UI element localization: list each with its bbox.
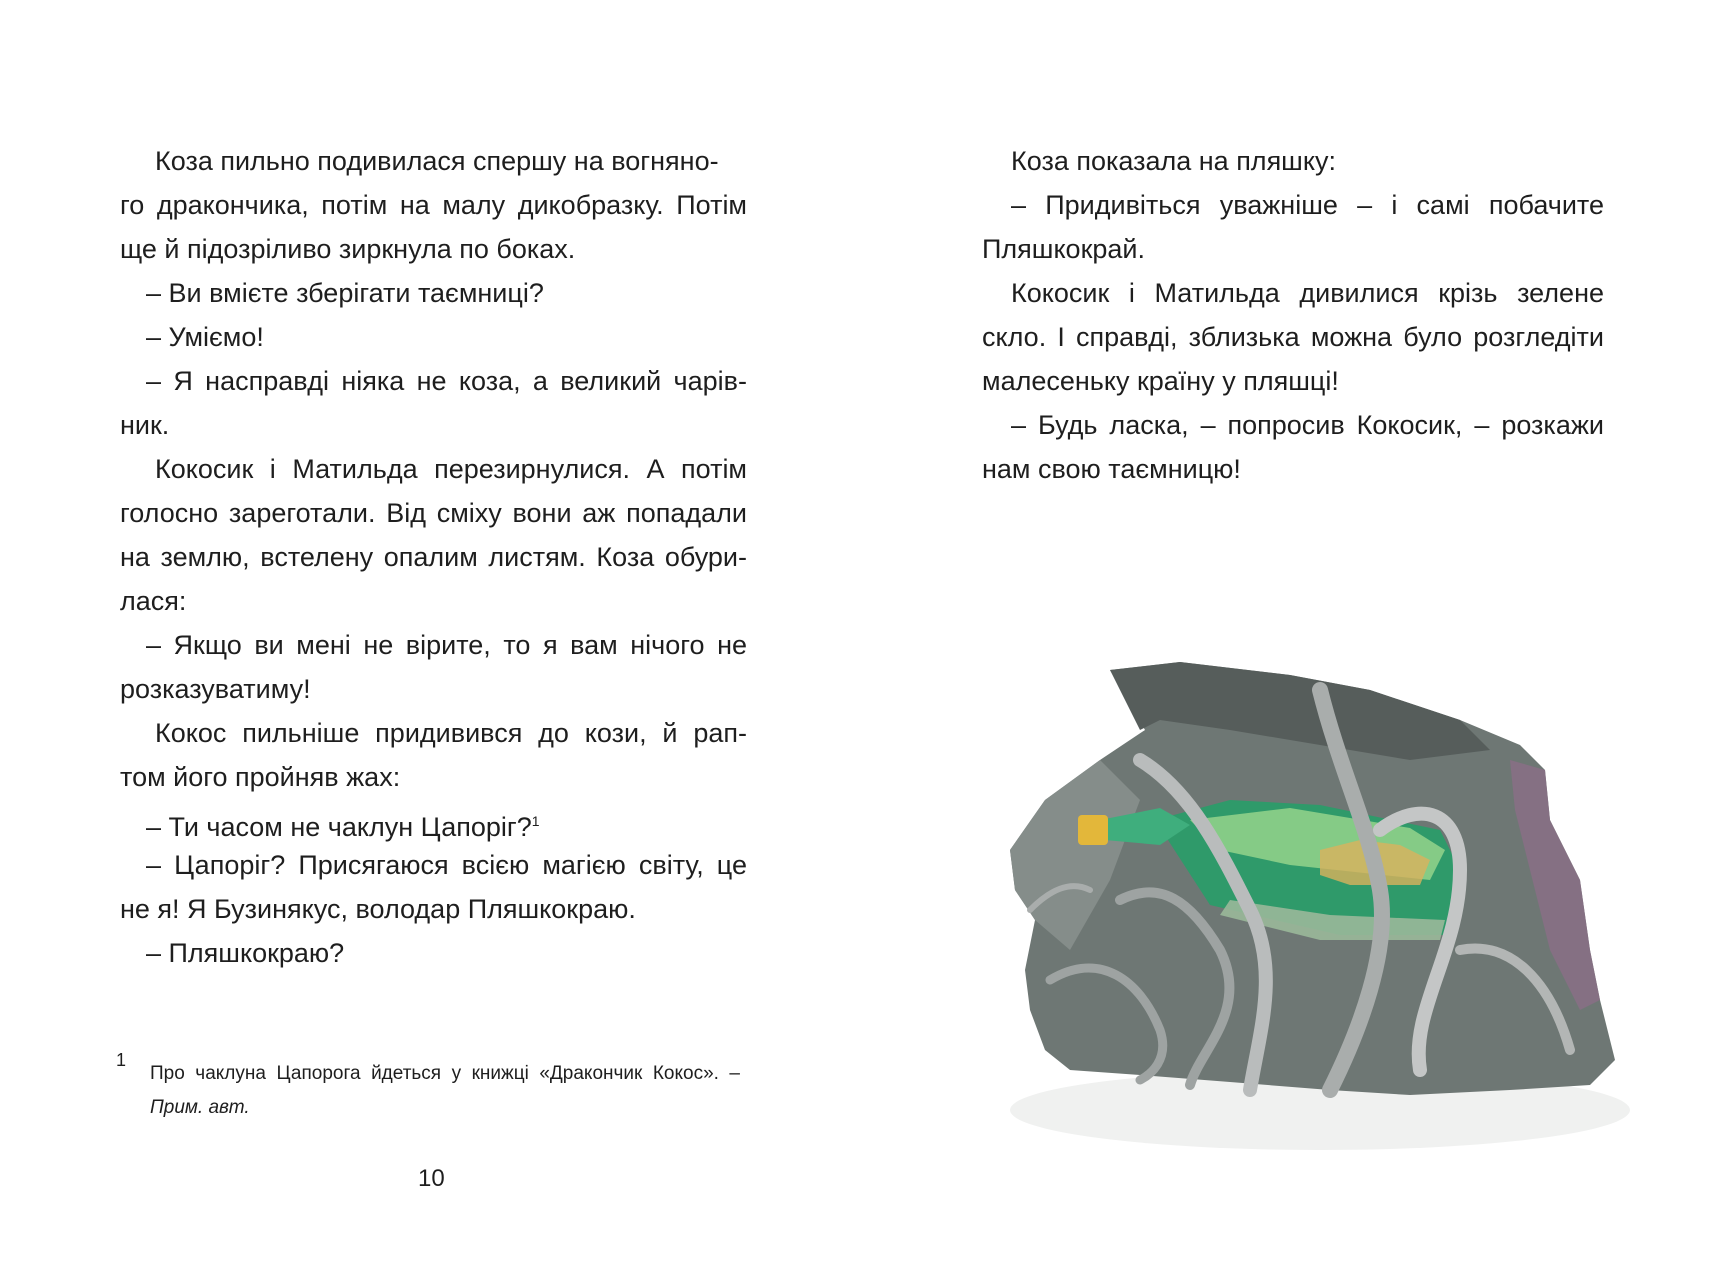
text-line: – Придивіться уважніше – і самі побачите [1011, 190, 1604, 220]
bottle-in-tree-roots-illustration [990, 650, 1640, 1150]
footnote-attribution: Прим. авт. [150, 1097, 250, 1118]
page-number: 10 [418, 1165, 445, 1192]
text-line: том його пройняв жах: [120, 762, 401, 792]
text-line: Кокос пильніше придивився до кози, й рап- [155, 718, 747, 748]
text-line-with-footnote [146, 799, 540, 849]
cork [1078, 815, 1108, 845]
text-line: – Будь ласка, – попросив Кокосик, – розкажи [1011, 410, 1604, 440]
text-line: – Якщо ви мені не вірите, то я вам нічого не [146, 630, 747, 660]
text-line: малесеньку країну у пляшці! [982, 366, 1339, 396]
text-line: Кокосик і Матильда перезирнулися. А потім [155, 454, 747, 484]
text-line: – Ви вмієте зберігати таємниці? [146, 278, 544, 308]
footnote-reference: 1 [531, 813, 540, 829]
text-line: Пляшкокрай. [982, 234, 1146, 264]
footnote-text: Про чаклуна Цапорога йдеться у книжці «Дракончик Кокос». – [150, 1063, 740, 1084]
text-line: Коза показала на пляшку: [1011, 146, 1336, 176]
text-line: не я! Я Бузинякус, володар Пляшкокраю. [120, 894, 636, 924]
text-line: розказуватиму! [120, 674, 311, 704]
text-line: ще й підозріливо зиркнула по боках. [120, 234, 576, 264]
text-line: Коза пильно подивилася спершу на вогняно- [155, 146, 719, 176]
text-line: нам свою таємницю! [982, 454, 1241, 484]
text-line: на землю, встелену опалим листям. Коза обури- [120, 542, 747, 572]
text-line: го дракончика, потім на малу дикобразку. Потім [120, 190, 747, 220]
footnote-mark: 1 [116, 1050, 127, 1070]
footnote [150, 1057, 740, 1125]
text-line: – Цапоріг? Присягаюся всією магією світу, це [146, 850, 747, 880]
text-line: лася: [120, 586, 187, 616]
text-line: – Уміємо! [146, 322, 264, 352]
text-line: Кокосик і Матильда дивилися крізь зелене [1011, 278, 1604, 308]
text-line: голосно зареготали. Від сміху вони аж попадали [120, 498, 747, 528]
text-line: – Ти часом не чаклун Цапоріг? [146, 812, 532, 842]
text-line: скло. І справді, зблизька можна було розгледіти [982, 322, 1604, 352]
text-line: – Я насправді ніяка не коза, а великий чарів- [146, 366, 747, 396]
text-line: ник. [120, 410, 170, 440]
left-page [0, 0, 856, 1270]
text-line: – Пляшкокраю? [146, 938, 345, 968]
